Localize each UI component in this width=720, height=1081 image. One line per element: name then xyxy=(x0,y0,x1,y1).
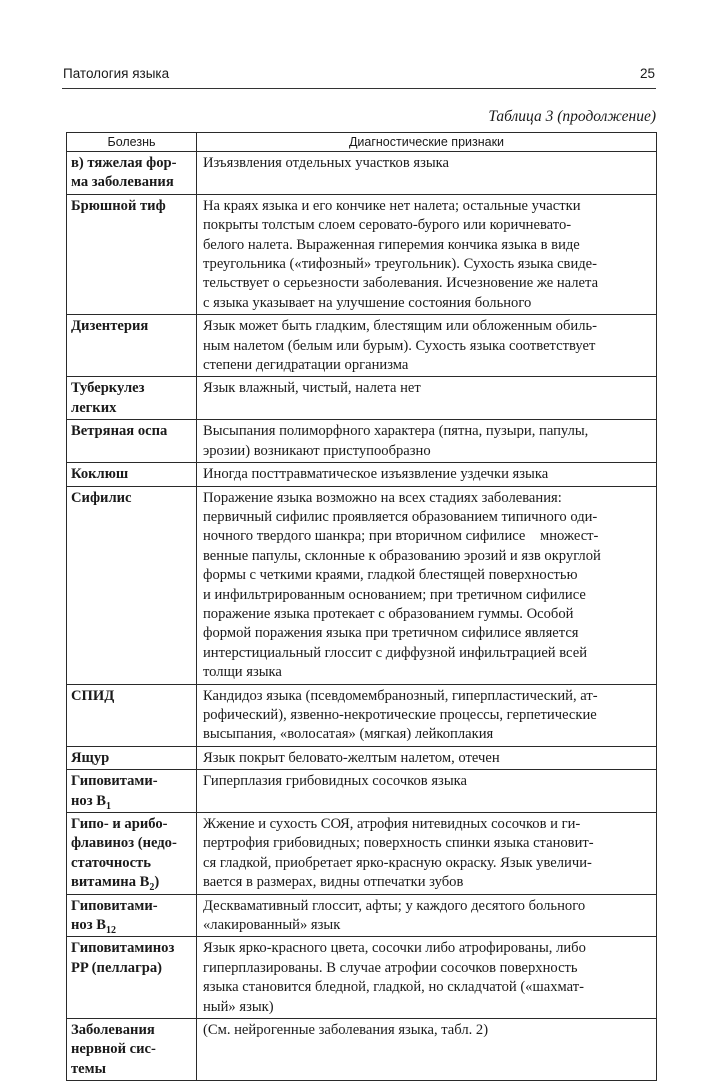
table-row xyxy=(67,463,657,486)
disease-line: Гипо- и арибо- xyxy=(71,816,168,832)
disease-line: ноз B xyxy=(71,792,106,809)
signs-line: поражение языка протекает с образованием гуммы. Особой xyxy=(203,605,574,622)
signs-line: языка становится бледной, гладкой, но складчатой («шахмат- xyxy=(203,979,584,996)
signs-line: пертрофия грибовидных; поверхность спинки языка становит- xyxy=(203,835,594,852)
signs-cell xyxy=(197,937,657,1019)
disease-line: Сифилис xyxy=(71,489,132,506)
disease-line: Гиповитами- xyxy=(71,773,158,790)
signs-line: вается в размерах, видны отпечатки зубов xyxy=(203,874,464,891)
signs-line: Язык покрыт беловато-желтым налетом, отечен xyxy=(203,749,500,766)
disease-line: флавиноз (недо- xyxy=(71,835,177,852)
signs-cell xyxy=(197,746,657,769)
table-header-row xyxy=(67,133,657,152)
signs-cell xyxy=(197,194,657,314)
table-row xyxy=(67,746,657,769)
disease-line: Гиповитаминоз xyxy=(71,940,175,957)
page-number: 25 xyxy=(639,66,655,81)
table-row xyxy=(67,684,657,746)
signs-line: ся гладкой, приобретает ярко-красную окраску. Язык увеличи- xyxy=(203,854,592,871)
signs-line: формы с четкими краями, гладкой блестящей поверхностью xyxy=(203,567,578,584)
disease-cell xyxy=(67,194,197,314)
disease-line: в) тяжелая фор- xyxy=(71,155,177,171)
signs-cell xyxy=(197,770,657,813)
signs-line: с языка указывает на улучшение состояния больного xyxy=(203,294,532,311)
signs-line: ный» язык) xyxy=(203,998,274,1015)
table-row xyxy=(67,894,657,937)
disease-cell xyxy=(67,770,197,813)
column-header-signs: Диагностические признаки xyxy=(197,133,657,152)
table-row xyxy=(67,377,657,420)
column-header-disease: Болезнь xyxy=(67,133,197,152)
signs-line: Изъязвления отдельных участков языка xyxy=(203,155,449,171)
signs-line: эрозии) возникают приступообразно xyxy=(203,442,431,459)
disease-line: темы xyxy=(71,1060,106,1077)
disease-cell xyxy=(67,746,197,769)
signs-line: Язык ярко-красного цвета, сосочки либо атрофированы, либо xyxy=(203,940,586,957)
table-row xyxy=(67,937,657,1019)
table-row xyxy=(67,486,657,684)
table-row xyxy=(67,1019,657,1081)
table-caption: Таблица 3 (продолжение) xyxy=(488,108,656,125)
signs-cell xyxy=(197,684,657,746)
table-row xyxy=(67,194,657,314)
signs-line: Кандидоз языка (псевдомембранозный, гиперпластический, ат- xyxy=(203,687,598,704)
signs-line: высыпания, «волосатая» (мягкая) лейкоплакия xyxy=(203,726,494,743)
disease-cell xyxy=(67,813,197,895)
disease-line: ноз B xyxy=(71,917,106,934)
table-row xyxy=(67,315,657,377)
signs-line: рофический), язвенно-некротические процессы, герпетические xyxy=(203,706,597,723)
disease-line: Гиповитами- xyxy=(71,897,158,914)
signs-line: Жжение и сухость СОЯ, атрофия нитевидных сосочков и ги- xyxy=(203,816,581,832)
signs-cell xyxy=(197,813,657,895)
disease-line: легких xyxy=(71,399,117,416)
diagnostic-table xyxy=(66,132,657,1081)
disease-line: Ящур xyxy=(71,749,110,766)
disease-cell xyxy=(67,315,197,377)
subscript: 2 xyxy=(149,882,155,894)
disease-line: витамина B xyxy=(71,874,150,891)
disease-cell xyxy=(67,684,197,746)
signs-line: «лакированный» язык xyxy=(203,917,341,934)
signs-cell xyxy=(197,1019,657,1081)
signs-line: толщи языка xyxy=(203,664,282,681)
signs-line: формой поражения языка при третичном сифилисе является xyxy=(203,625,579,642)
signs-cell xyxy=(197,152,657,195)
disease-line: ) xyxy=(154,874,160,891)
signs-line: гиперплазированы. В случае атрофии сосочков поверхность xyxy=(203,959,578,976)
signs-line: Язык может быть гладким, блестящим или обложенным обиль- xyxy=(203,318,598,335)
disease-line: Брюшной тиф xyxy=(71,197,166,214)
signs-line: Десквамативный глоссит, афты; у каждого десятого больного xyxy=(203,897,586,914)
disease-line: статочность xyxy=(71,854,151,871)
signs-line: треугольника («тифозный» треугольник). Сухость языка свиде- xyxy=(203,256,598,273)
table-row xyxy=(67,770,657,813)
signs-line: первичный сифилис проявляется образованием типичного оди- xyxy=(203,508,598,525)
disease-cell xyxy=(67,377,197,420)
signs-line: Иногда посттравматическое изъязвление уздечки языка xyxy=(203,466,549,483)
subscript: 12 xyxy=(105,924,116,936)
signs-cell xyxy=(197,486,657,684)
disease-line: Коклюш xyxy=(71,466,129,483)
signs-line: интерстициальный глоссит с диффузной инфильтрацией всей xyxy=(203,644,588,661)
disease-line: нервной сис- xyxy=(71,1041,156,1058)
signs-cell xyxy=(197,463,657,486)
disease-cell xyxy=(67,152,197,195)
disease-line: СПИД xyxy=(71,687,115,704)
table-row xyxy=(67,152,657,195)
signs-cell xyxy=(197,315,657,377)
signs-line: На краях языка и его кончике нет налета; остальные участки xyxy=(203,197,581,214)
signs-line: Высыпания полиморфного характера (пятна, пузыри, папулы, xyxy=(203,423,589,440)
disease-line: PP (пеллагра) xyxy=(71,959,162,976)
signs-cell xyxy=(197,420,657,463)
signs-line: Поражение языка возможно на всех стадиях заболевания: xyxy=(203,489,562,506)
signs-line: (См. нейрогенные заболевания языка, табл. 2) xyxy=(203,1022,489,1039)
signs-line: Язык влажный, чистый, налета нет xyxy=(203,380,421,397)
running-header xyxy=(62,62,656,89)
disease-cell xyxy=(67,894,197,937)
disease-cell xyxy=(67,937,197,1019)
signs-line: степени дегидратации организма xyxy=(203,357,409,374)
section-title: Патология языка xyxy=(63,66,170,81)
disease-line: Ветряная оспа xyxy=(71,423,168,440)
disease-cell xyxy=(67,463,197,486)
disease-line: Заболевания xyxy=(71,1022,155,1039)
signs-line: Гиперплазия грибовидных сосочков языка xyxy=(203,773,467,790)
signs-line: ным налетом (белым или бурым). Сухость языка соответствует xyxy=(203,337,596,354)
disease-cell xyxy=(67,486,197,684)
signs-line: тельствует о серьезности заболевания. Исчезновение же налета xyxy=(203,275,599,292)
signs-line: венные папулы, склонные к образованию эрозий и язв округлой xyxy=(203,547,601,564)
signs-cell xyxy=(197,377,657,420)
disease-cell xyxy=(67,420,197,463)
disease-cell xyxy=(67,1019,197,1081)
signs-line: ночного твердого шанкра; при вторичном сифилисе множест- xyxy=(203,528,599,545)
signs-cell xyxy=(197,894,657,937)
disease-line: Туберкулез xyxy=(71,380,145,397)
disease-line: ма заболевания xyxy=(71,174,174,191)
signs-line: покрыты толстым слоем серовато-бурого или коричневато- xyxy=(203,217,572,234)
disease-line: Дизентерия xyxy=(71,318,149,335)
table-row xyxy=(67,813,657,895)
signs-line: и инфильтрированным основанием; при третичном сифилисе xyxy=(203,586,586,603)
signs-line: белого налета. Выраженная гиперемия кончика языка в виде xyxy=(203,236,580,253)
table-row xyxy=(67,420,657,463)
subscript: 1 xyxy=(105,800,111,812)
